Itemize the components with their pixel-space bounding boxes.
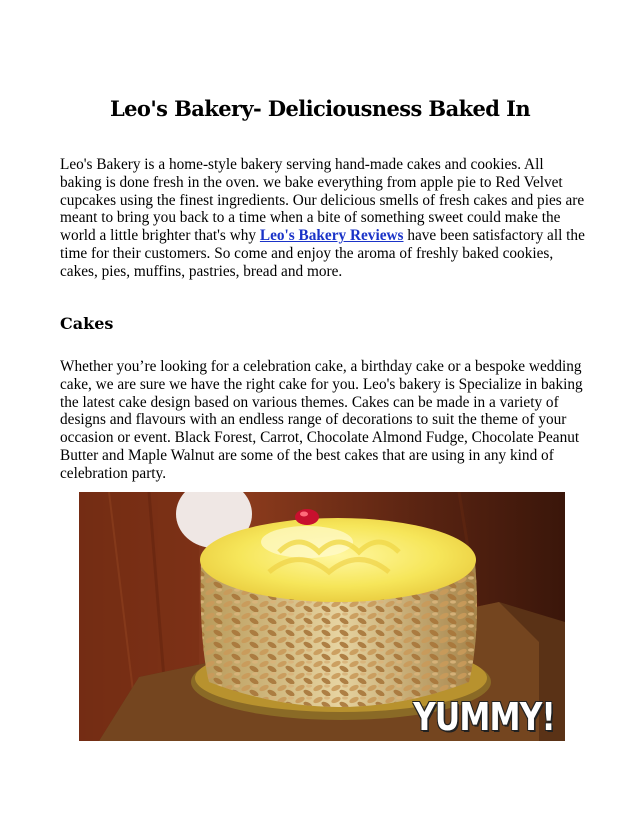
intro-text-before-link: Leo's Bakery is a home-style bakery serving hand-made cakes and cookies. All baking is done fresh in the oven. we bake everything from apple pie to Red Velvet cupcakes using the finest ingredients. Our delicious smells of fresh cakes and pies are meant to bring you back to a time when a bite of something sweet could make the world a little brighter that's why bbox=[60, 156, 585, 245]
cakes-paragraph: Whether you’re looking for a celebration cake, a birthday cake or a bespoke wedding cake, we are sure we have the right cake for you. Leo's bakery is Specialize in baking the latest cake design based on various themes. Cakes can be made in a variety of designs and flavours with an endless range of decorations to suit the theme of your occasion or event. Black Forest, Carrot, Chocolate Almond Fudge, Chocolate Peanut Butter and Maple Walnut are some of the best cakes that are using in any kind of celebration party. bbox=[60, 358, 583, 482]
page-title: Leo's Bakery- Deliciousness Baked In bbox=[110, 96, 530, 121]
intro-text-after-link: have been satisfactory all the time for their customers. So come and enjoy the aroma of freshly baked cookies, cakes, pies, muffins, pastries, bread and more. bbox=[60, 227, 585, 280]
section-heading-cakes: Cakes bbox=[60, 314, 114, 333]
cake-photo bbox=[79, 492, 565, 741]
yummy-caption: YUMMY! bbox=[413, 695, 555, 739]
bakery-reviews-link[interactable]: Leo's Bakery Reviews bbox=[259, 227, 404, 245]
intro-paragraph bbox=[60, 156, 588, 281]
